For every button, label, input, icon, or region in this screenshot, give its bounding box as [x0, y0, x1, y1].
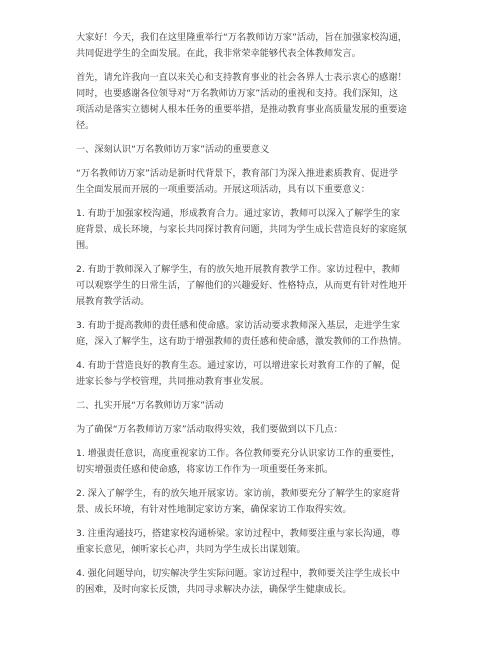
document-body: [76, 30, 428, 606]
significance-item-1: 1. 有助于加强家校沟通，形成教育合力。通过家访，教师可以深入了解学生的家 庭背景、成长环境，与家长共同探讨教育问题，共同为学生成长营造良好的家庭氛 围。: [76, 208, 407, 251]
significance-intro-paragraph: “万名教师访万家”活动是新时代背景下，教育部门为深入推进素质教育、促进学 生全面发展而开展的一项重要活动。开展这项活动，具有以下重要意义：: [76, 168, 398, 195]
implementation-item-3: 3. 注重沟通技巧，搭建家校沟通桥梁。家访过程中，教师要注重与家长沟通，尊 重家长意见，倾听家长心声，共同为学生成长出谋划策。: [76, 528, 401, 555]
significance-item-3: 3. 有助于提高教师的责任感和使命感。家访活动要求教师深入基层，走进学生家 庭，深入了解学生，这有助于增强教师的责任感和使命感，激发教师的工作热情。: [76, 320, 407, 347]
implementation-intro-paragraph: 为了确保“万名教师访万家”活动取得实效，我们要做到以下几点：: [76, 424, 343, 435]
thanks-paragraph: 首先，请允许我向一直以来关心和支持教育事业的社会各界人士表示衷心的感谢！ 同时，也要感谢各位领导对“万名教师访万家”活动的重视和支持。我们深知，这 项活动是落实立德树人根本任务的重要举措，是推动教育事业高质量发展的重要途 径。: [76, 72, 407, 131]
section-heading-2: 二、扎实开展“万名教师访万家”活动: [76, 400, 224, 411]
significance-item-4: 4. 有助于营造良好的教育生态。通过家访，可以增进家长对教育工作的了解，促 进家长参与学校管理，共同推动教育事业发展。: [76, 360, 401, 387]
intro-paragraph: 大家好！今天，我们在这里隆重举行“万名教师访万家”活动，旨在加强家校沟通， 共同促进学生的全面发展。在此，我非常荣幸能够代表全体教师发言。: [76, 32, 408, 59]
implementation-item-2: 2. 深入了解学生，有的放矢地开展家访。家访前，教师要充分了解学生的家庭背 景、成长环境，有针对性地制定家访方案，确保家访工作取得实效。: [76, 488, 401, 515]
section-heading-1: 一、深刻认识“万名教师访万家”活动的重要意义: [76, 144, 270, 155]
significance-item-2: 2. 有助于教师深入了解学生，有的放矢地开展教育教学工作。家访过程中，教师 可以观察学生的日常生活，了解他们的兴趣爱好、性格特点，从而更有针对性地开 展教育教学活动。: [76, 264, 407, 307]
implementation-item-1: 1. 增强责任意识，高度重视家访工作。各位教师要充分认识家访工作的重要性， 切实增强责任感和使命感，将家访工作作为一项重要任务来抓。: [76, 448, 401, 475]
implementation-item-4: 4. 强化问题导向，切实解决学生实际问题。家访过程中，教师要关注学生成长中 的困难，及时向家长反馈，共同寻求解决办法，确保学生健康成长。: [76, 568, 401, 595]
